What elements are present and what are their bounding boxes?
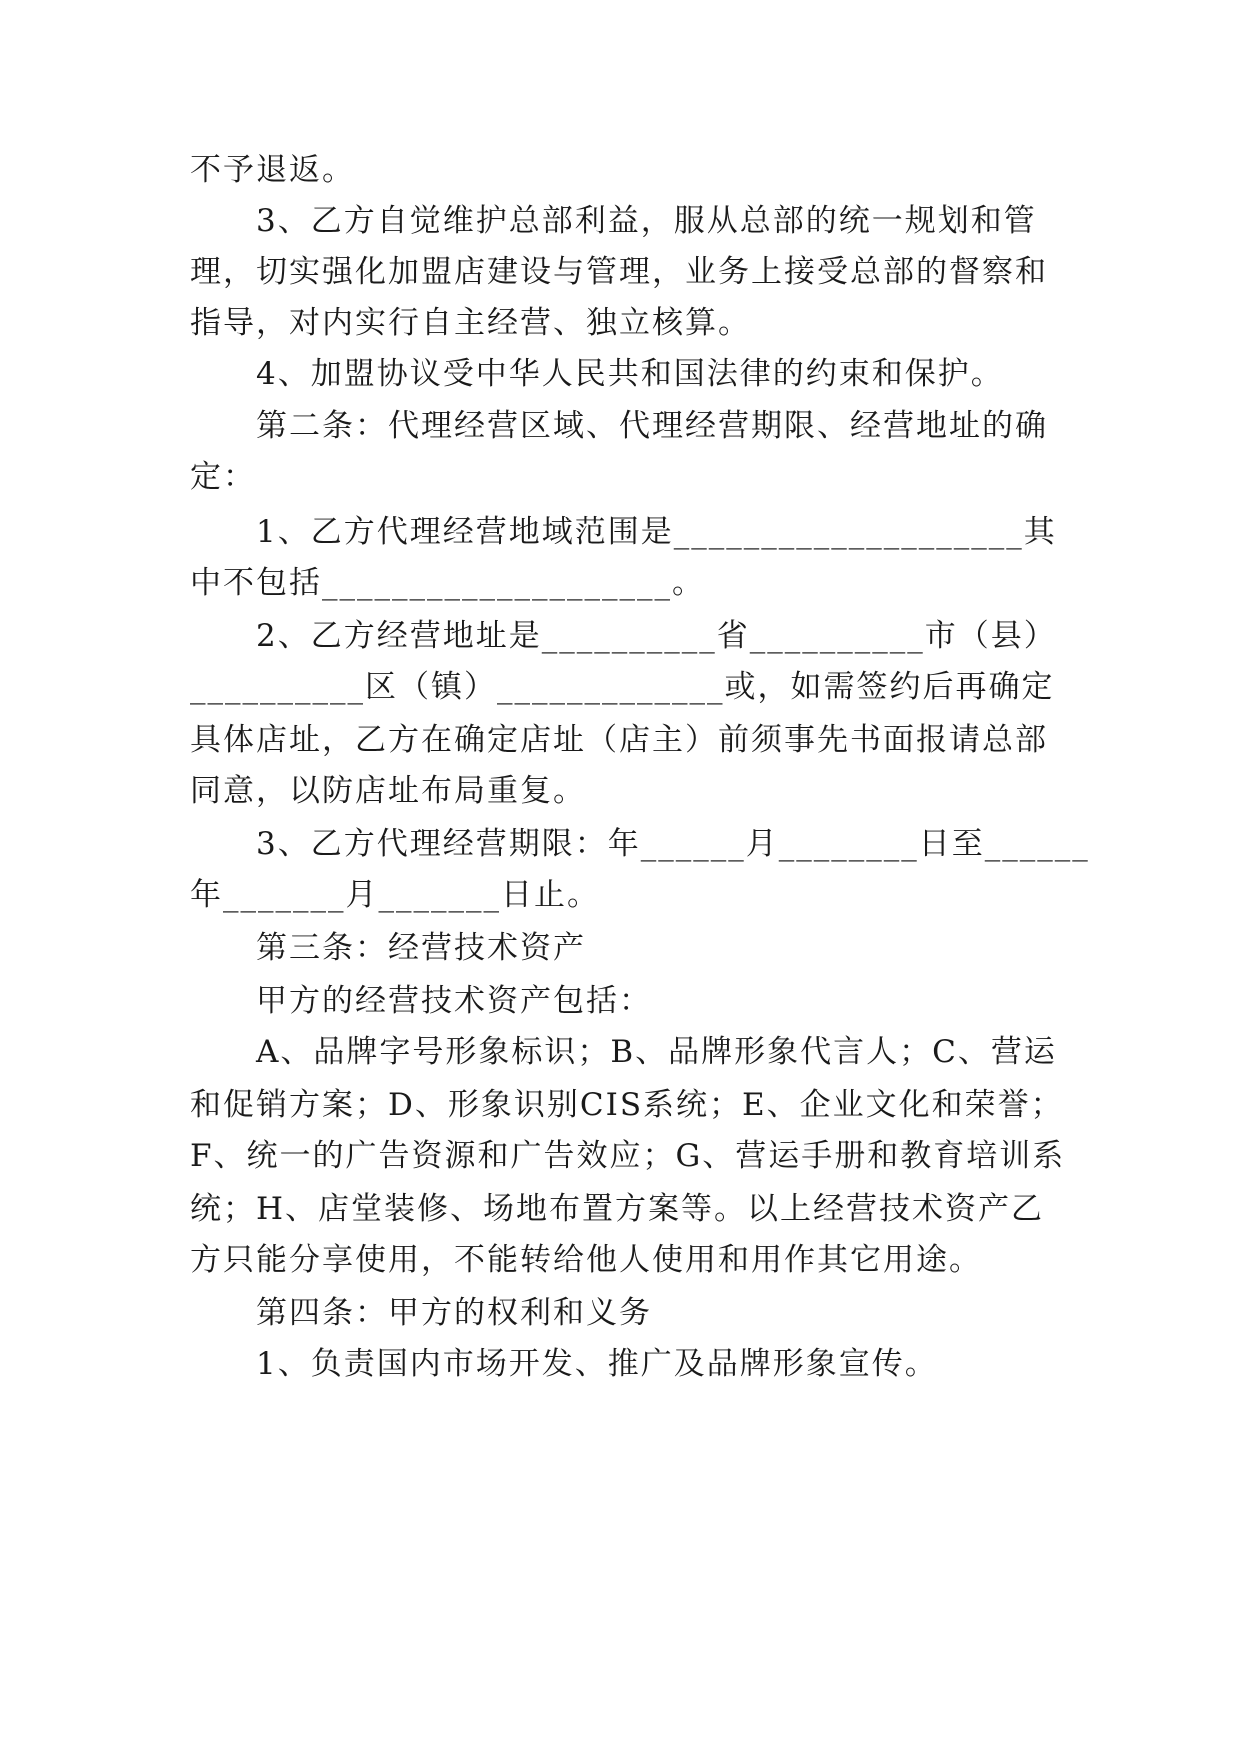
section-heading-2: 第二条：代理经营区域、代理经营期限、经营地址的确	[256, 408, 1048, 444]
text-line-1: 不予退返。	[190, 152, 355, 188]
text-line-3: 理，切实强化加盟店建设与管理，业务上接受总部的督察和	[190, 254, 1048, 290]
text-line-8: 1、乙方代理经营地域范围是____________________其	[256, 514, 1057, 550]
text-line-14: 3、乙方代理经营期限：年______月________日至______	[256, 826, 1090, 862]
text-line-4: 指导，对内实行自主经营、独立核算。	[190, 305, 751, 341]
text-line-13: 同意，以防店址布局重复。	[190, 773, 586, 809]
text-line-19: 和促销方案；D、形象识别CIS系统；E、企业文化和荣誉；	[190, 1087, 1064, 1123]
text-line-12: 具体店址，乙方在确定店址（店主）前须事先书面报请总部	[190, 722, 1048, 758]
text-line-2: 3、乙方自觉维护总部利益，服从总部的统一规划和管	[256, 203, 1037, 239]
section-heading-4: 第四条：甲方的权利和义务	[256, 1295, 652, 1331]
section-heading-3: 第三条：经营技术资产	[256, 930, 586, 966]
text-line-9: 中不包括____________________。	[190, 565, 705, 601]
text-line-20: F、统一的广告资源和广告效应；G、营运手册和教育培训系	[190, 1138, 1066, 1174]
text-line-18: A、品牌字号形象标识；B、品牌形象代言人；C、营运	[256, 1034, 1057, 1070]
text-line-22: 方只能分享使用，不能转给他人使用和用作其它用途。	[190, 1242, 982, 1278]
text-line-11: __________区（镇）_____________或，如需签约后再确定	[190, 669, 1055, 705]
text-line-15: 年_______月_______日止。	[190, 877, 600, 913]
text-line-10: 2、乙方经营地址是__________省__________市（县）	[256, 618, 1057, 654]
text-line-24: 1、负责国内市场开发、推广及品牌形象宣传。	[256, 1346, 938, 1382]
text-line-5: 4、加盟协议受中华人民共和国法律的约束和保护。	[256, 356, 1004, 392]
text-line-7: 定：	[190, 459, 256, 495]
text-line-17: 甲方的经营技术资产包括：	[256, 983, 652, 1019]
text-line-21: 统；H、店堂装修、场地布置方案等。以上经营技术资产乙	[190, 1191, 1045, 1227]
